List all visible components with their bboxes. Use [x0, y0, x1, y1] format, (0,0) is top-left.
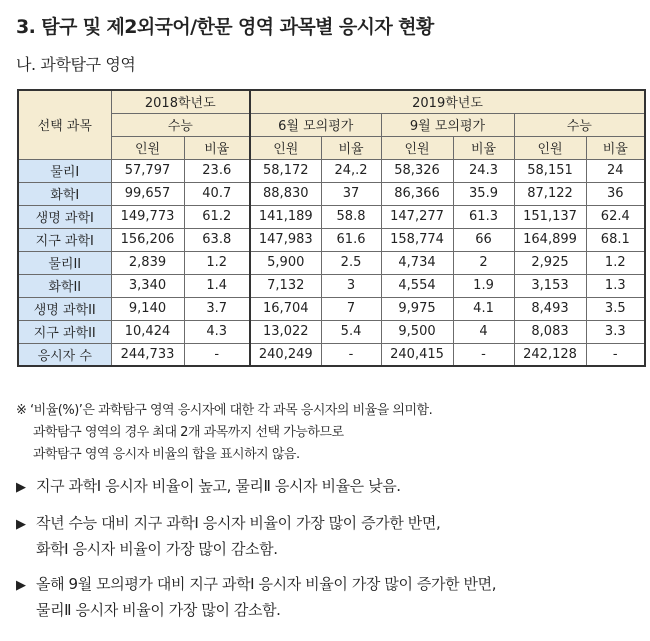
ratio-cell: 66 — [453, 228, 514, 251]
ratio-cell: - — [586, 343, 645, 366]
ratio-header: 비율 — [453, 136, 514, 159]
ratio-cell: 23.6 — [184, 159, 250, 182]
people-cell: 8,083 — [514, 320, 586, 343]
people-cell: 5,900 — [250, 251, 321, 274]
ratio-cell: 24.3 — [453, 159, 514, 182]
subject-cell: 화학II — [18, 274, 111, 297]
ratio-cell: 1.2 — [586, 251, 645, 274]
table-row — [18, 182, 645, 205]
year-2018-header: 2018학년도 — [111, 90, 250, 113]
people-cell: 87,122 — [514, 182, 586, 205]
bullet-text: 작년 수능 대비 지구 과학Ⅰ 응시자 비율이 가장 많이 증가한 반면, — [36, 514, 441, 532]
table-row — [18, 343, 645, 366]
people-cell: 58,151 — [514, 159, 586, 182]
people-cell: 3,153 — [514, 274, 586, 297]
table-row — [18, 274, 645, 297]
triangle-arrow-icon: ▶ — [16, 578, 26, 593]
table-header-row — [18, 136, 645, 159]
footnote-line: 과학탐구 영역의 경우 최대 2개 과목까지 선택 가능하므로 — [33, 425, 344, 440]
ratio-cell: 1.2 — [184, 251, 250, 274]
ratio-cell: 36 — [586, 182, 645, 205]
people-cell: 8,493 — [514, 297, 586, 320]
ratio-cell: 62.4 — [586, 205, 645, 228]
bullet-text: 지구 과학Ⅰ 응시자 비율이 높고, 물리Ⅱ 응시자 비율은 낮음. — [36, 477, 401, 495]
ratio-cell: 63.8 — [184, 228, 250, 251]
people-cell: 244,733 — [111, 343, 184, 366]
ratio-cell: 3 — [321, 274, 381, 297]
table-row — [18, 205, 645, 228]
ratio-cell: 61.2 — [184, 205, 250, 228]
page-title: 3. 탐구 및 제2외국어/한문 영역 과목별 응시자 현황 — [16, 16, 434, 38]
ratio-cell: - — [184, 343, 250, 366]
people-cell: 240,415 — [381, 343, 453, 366]
subject-cell: 지구 과학II — [18, 320, 111, 343]
people-cell: 88,830 — [250, 182, 321, 205]
subject-cell: 물리II — [18, 251, 111, 274]
ratio-cell: 4 — [453, 320, 514, 343]
table-row — [18, 251, 645, 274]
people-cell: 10,424 — [111, 320, 184, 343]
people-cell: 242,128 — [514, 343, 586, 366]
people-cell: 164,899 — [514, 228, 586, 251]
people-cell: 58,172 — [250, 159, 321, 182]
summary-bullet — [16, 572, 496, 622]
people-cell: 9,140 — [111, 297, 184, 320]
ratio-cell: 58.8 — [321, 205, 381, 228]
ratio-header: 비율 — [184, 136, 250, 159]
bullet-text: 올해 9월 모의평가 대비 지구 과학Ⅰ 응시자 비율이 가장 많이 증가한 반면, — [36, 575, 497, 593]
ratio-cell: 24 — [586, 159, 645, 182]
ratio-cell: - — [321, 343, 381, 366]
ratio-cell: 61.6 — [321, 228, 381, 251]
ratio-cell: 7 — [321, 297, 381, 320]
people-header: 인원 — [111, 136, 184, 159]
ratio-cell: 2 — [453, 251, 514, 274]
ratio-cell: - — [453, 343, 514, 366]
people-cell: 158,774 — [381, 228, 453, 251]
people-cell: 141,189 — [250, 205, 321, 228]
section-subtitle: 나. 과학탐구 영역 — [16, 55, 136, 74]
subject-cell: 화학I — [18, 182, 111, 205]
year-2019-header: 2019학년도 — [250, 90, 645, 113]
ratio-cell: 1.3 — [586, 274, 645, 297]
table-row — [18, 297, 645, 320]
suneung-2018-header: 수능 — [111, 113, 250, 136]
suneung-2019-header: 수능 — [514, 113, 645, 136]
bullet-text: 물리Ⅱ 응시자 비율이 가장 많이 감소함. — [36, 601, 281, 619]
ratio-cell: 3.3 — [586, 320, 645, 343]
ratio-cell: 35.9 — [453, 182, 514, 205]
subject-header: 선택 과목 — [18, 90, 111, 159]
people-cell: 13,022 — [250, 320, 321, 343]
ratio-cell: 5.4 — [321, 320, 381, 343]
people-cell: 2,839 — [111, 251, 184, 274]
people-cell: 57,797 — [111, 159, 184, 182]
people-cell: 3,340 — [111, 274, 184, 297]
people-cell: 2,925 — [514, 251, 586, 274]
ratio-cell: 4.1 — [453, 297, 514, 320]
ratio-cell: 37 — [321, 182, 381, 205]
ratio-cell: 24,.2 — [321, 159, 381, 182]
ratio-cell: 3.5 — [586, 297, 645, 320]
subject-cell: 응시자 수 — [18, 343, 111, 366]
ratio-cell: 3.7 — [184, 297, 250, 320]
people-cell: 147,277 — [381, 205, 453, 228]
people-cell: 149,773 — [111, 205, 184, 228]
people-cell: 147,983 — [250, 228, 321, 251]
subject-cell: 물리I — [18, 159, 111, 182]
ratio-header: 비율 — [586, 136, 645, 159]
summary-bullet — [16, 474, 496, 500]
table-header-row — [18, 113, 645, 136]
ratio-cell: 2.5 — [321, 251, 381, 274]
ratio-cell: 4.3 — [184, 320, 250, 343]
footnote-line: ※ ‘비율(%)’은 과학탐구 영역 응시자에 대한 각 과목 응시자의 비율을 의미함. — [16, 403, 433, 418]
people-cell: 58,326 — [381, 159, 453, 182]
people-cell: 16,704 — [250, 297, 321, 320]
people-cell: 156,206 — [111, 228, 184, 251]
people-cell: 9,975 — [381, 297, 453, 320]
people-cell: 9,500 — [381, 320, 453, 343]
people-header: 인원 — [381, 136, 453, 159]
ratio-cell: 1.9 — [453, 274, 514, 297]
ratio-cell: 68.1 — [586, 228, 645, 251]
table-row — [18, 228, 645, 251]
table-header-row — [18, 90, 645, 113]
table-row — [18, 159, 645, 182]
subject-cell: 생명 과학I — [18, 205, 111, 228]
triangle-arrow-icon: ▶ — [16, 517, 26, 532]
footnote-line: 과학탐구 영역 응시자 비율의 합을 표시하지 않음. — [33, 447, 300, 462]
ratio-cell: 1.4 — [184, 274, 250, 297]
people-cell: 151,137 — [514, 205, 586, 228]
summary-bullets — [16, 474, 496, 633]
people-cell: 4,554 — [381, 274, 453, 297]
subject-cell: 생명 과학II — [18, 297, 111, 320]
applicants-table — [17, 89, 646, 367]
footnote — [16, 400, 432, 466]
table-row — [18, 320, 645, 343]
people-cell: 99,657 — [111, 182, 184, 205]
sept-mock-header: 9월 모의평가 — [381, 113, 514, 136]
people-header: 인원 — [250, 136, 321, 159]
people-cell: 86,366 — [381, 182, 453, 205]
people-header: 인원 — [514, 136, 586, 159]
ratio-cell: 61.3 — [453, 205, 514, 228]
subject-cell: 지구 과학I — [18, 228, 111, 251]
ratio-header: 비율 — [321, 136, 381, 159]
people-cell: 240,249 — [250, 343, 321, 366]
summary-bullet — [16, 511, 496, 561]
people-cell: 4,734 — [381, 251, 453, 274]
people-cell: 7,132 — [250, 274, 321, 297]
ratio-cell: 40.7 — [184, 182, 250, 205]
bullet-text: 화학Ⅰ 응시자 비율이 가장 많이 감소함. — [36, 540, 278, 558]
june-mock-header: 6월 모의평가 — [250, 113, 381, 136]
triangle-arrow-icon: ▶ — [16, 480, 26, 495]
